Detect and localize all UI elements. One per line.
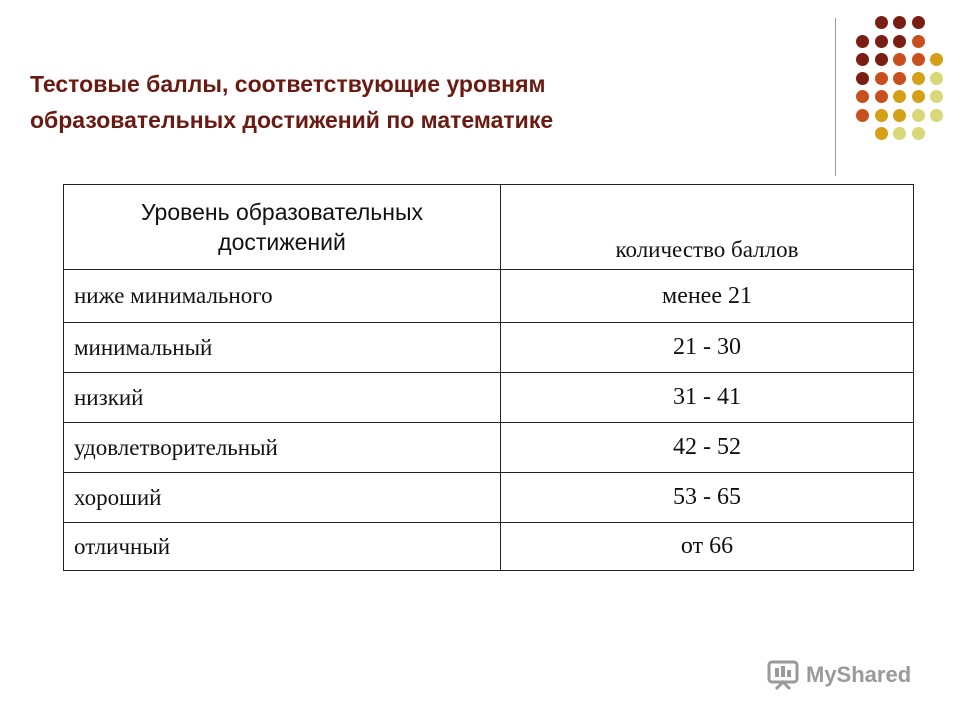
table-header-row	[64, 185, 914, 270]
decorative-dot	[856, 53, 869, 66]
header-level	[64, 185, 501, 270]
score-cell: 31 - 41	[501, 373, 914, 423]
table-row	[64, 323, 914, 373]
level-cell: низкий	[64, 373, 501, 423]
score-cell: 42 - 52	[501, 423, 914, 473]
slide-title-line-2: образовательных достижений по математике	[30, 107, 554, 133]
watermark	[766, 657, 911, 693]
decorative-dot	[856, 90, 869, 103]
decorative-dot	[912, 90, 925, 103]
decorative-dot	[930, 72, 943, 85]
decorative-dot	[912, 16, 925, 29]
decorative-dot	[893, 127, 906, 140]
table-row	[64, 523, 914, 571]
score-cell: 21 - 30	[501, 323, 914, 373]
decorative-dot	[875, 90, 888, 103]
decorative-dot	[893, 90, 906, 103]
decorative-dot	[893, 35, 906, 48]
decorative-dot	[893, 109, 906, 122]
decorative-dot	[893, 53, 906, 66]
table-row	[64, 270, 914, 323]
header-level-line-1: Уровень образовательных	[140, 199, 424, 225]
decorative-dot	[856, 72, 869, 85]
scores-table	[63, 184, 914, 571]
decorative-dot	[930, 90, 943, 103]
level-cell: хороший	[64, 473, 501, 523]
header-score-label: количество баллов	[615, 237, 799, 262]
decorative-dot	[930, 109, 943, 122]
level-cell: ниже минимального	[64, 270, 501, 323]
decorative-dot	[856, 35, 869, 48]
decorative-dot	[875, 109, 888, 122]
header-level-line-2: достижений	[218, 229, 346, 255]
watermark-text: MyShared	[806, 662, 912, 687]
decorative-dot	[912, 35, 925, 48]
decorative-dot-grid	[0, 0, 960, 200]
decorative-dot	[930, 53, 943, 66]
score-cell: 53 - 65	[501, 473, 914, 523]
table-row	[64, 423, 914, 473]
decorative-dot	[875, 72, 888, 85]
decorative-dot	[875, 16, 888, 29]
table-row	[64, 373, 914, 423]
slide-title-line-1: Тестовые баллы, соответствующие уровням	[30, 71, 546, 97]
decorative-dot	[893, 16, 906, 29]
score-cell: менее 21	[501, 270, 914, 323]
decorative-dot	[912, 53, 925, 66]
decorative-dot	[875, 127, 888, 140]
level-cell: минимальный	[64, 323, 501, 373]
header-score	[501, 185, 914, 270]
decorative-dot	[856, 109, 869, 122]
presentation-icon	[766, 659, 800, 691]
level-cell: отличный	[64, 523, 501, 571]
level-cell: удовлетворительный	[64, 423, 501, 473]
decorative-dot	[912, 109, 925, 122]
table-row	[64, 473, 914, 523]
decorative-dot	[912, 72, 925, 85]
decorative-dot	[893, 72, 906, 85]
decorative-dot	[875, 53, 888, 66]
decorative-dot	[875, 35, 888, 48]
score-cell: от 66	[501, 523, 914, 571]
decorative-dot	[912, 127, 925, 140]
